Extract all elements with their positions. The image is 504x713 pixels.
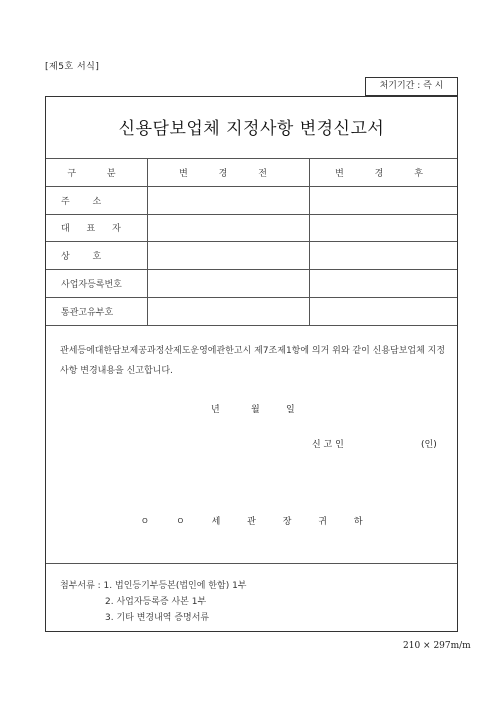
attachment-item: 1. 법인등기부등본(법인에 한함) 1부 bbox=[103, 581, 247, 591]
form-title: 신용담보업체 지정사항 변경신고서 bbox=[118, 119, 385, 139]
rule bbox=[46, 563, 457, 564]
representative-before-field[interactable] bbox=[147, 214, 309, 241]
customs-code-after-field[interactable] bbox=[309, 297, 459, 325]
reporter-label: 신 고 인 bbox=[312, 440, 344, 450]
report-form bbox=[45, 96, 458, 632]
row-label-trade-name: 상 호 bbox=[61, 251, 112, 262]
header-category: 구 분 bbox=[67, 168, 126, 179]
business-number-before-field[interactable] bbox=[147, 269, 309, 297]
processing-period: 처기기간 : 즉 시 bbox=[365, 77, 458, 96]
header-after: 변 경 후 bbox=[335, 168, 433, 179]
header-before: 변 경 전 bbox=[179, 168, 277, 179]
row-label-business-number: 사업자등록번호 bbox=[61, 279, 122, 290]
paper-size: 210 × 297m/m bbox=[403, 641, 471, 651]
address-before-field[interactable] bbox=[147, 186, 309, 214]
row-label-customs-code: 통관고유부호 bbox=[61, 307, 114, 318]
addressee: ㅇ ㅇ 세 관 장 귀 하 bbox=[140, 517, 363, 527]
date-month: 월 bbox=[251, 405, 260, 415]
attachment-item: 3. 기타 변경내역 증명서류 bbox=[105, 613, 210, 623]
trade-name-after-field[interactable] bbox=[309, 241, 459, 269]
reporter-seal: (인) bbox=[421, 440, 437, 450]
rule bbox=[46, 325, 457, 326]
attachments-label: 첨부서류 : bbox=[60, 581, 101, 591]
attachments bbox=[60, 578, 247, 626]
trade-name-before-field[interactable] bbox=[147, 241, 309, 269]
row-label-address: 주 소 bbox=[61, 196, 112, 207]
customs-code-before-field[interactable] bbox=[147, 297, 309, 325]
address-after-field[interactable] bbox=[309, 186, 459, 214]
form-number: [제5호 서식] bbox=[45, 62, 100, 72]
date-year: 년 bbox=[211, 405, 220, 415]
attachment-item: 2. 사업자등록증 사본 1부 bbox=[105, 597, 207, 607]
declaration-text: 관세등에대한담보제공과정산제도운영에관한고시 제7조제1항에 의거 위와 같이 신용담보업체 지정사항 변경내용을 신고합니다. bbox=[60, 346, 446, 376]
attachment-line-1 bbox=[60, 578, 247, 594]
date-day: 일 bbox=[286, 405, 295, 415]
row-label-representative: 대 표 자 bbox=[61, 224, 128, 234]
business-number-after-field[interactable] bbox=[309, 269, 459, 297]
representative-after-field[interactable] bbox=[309, 214, 459, 241]
